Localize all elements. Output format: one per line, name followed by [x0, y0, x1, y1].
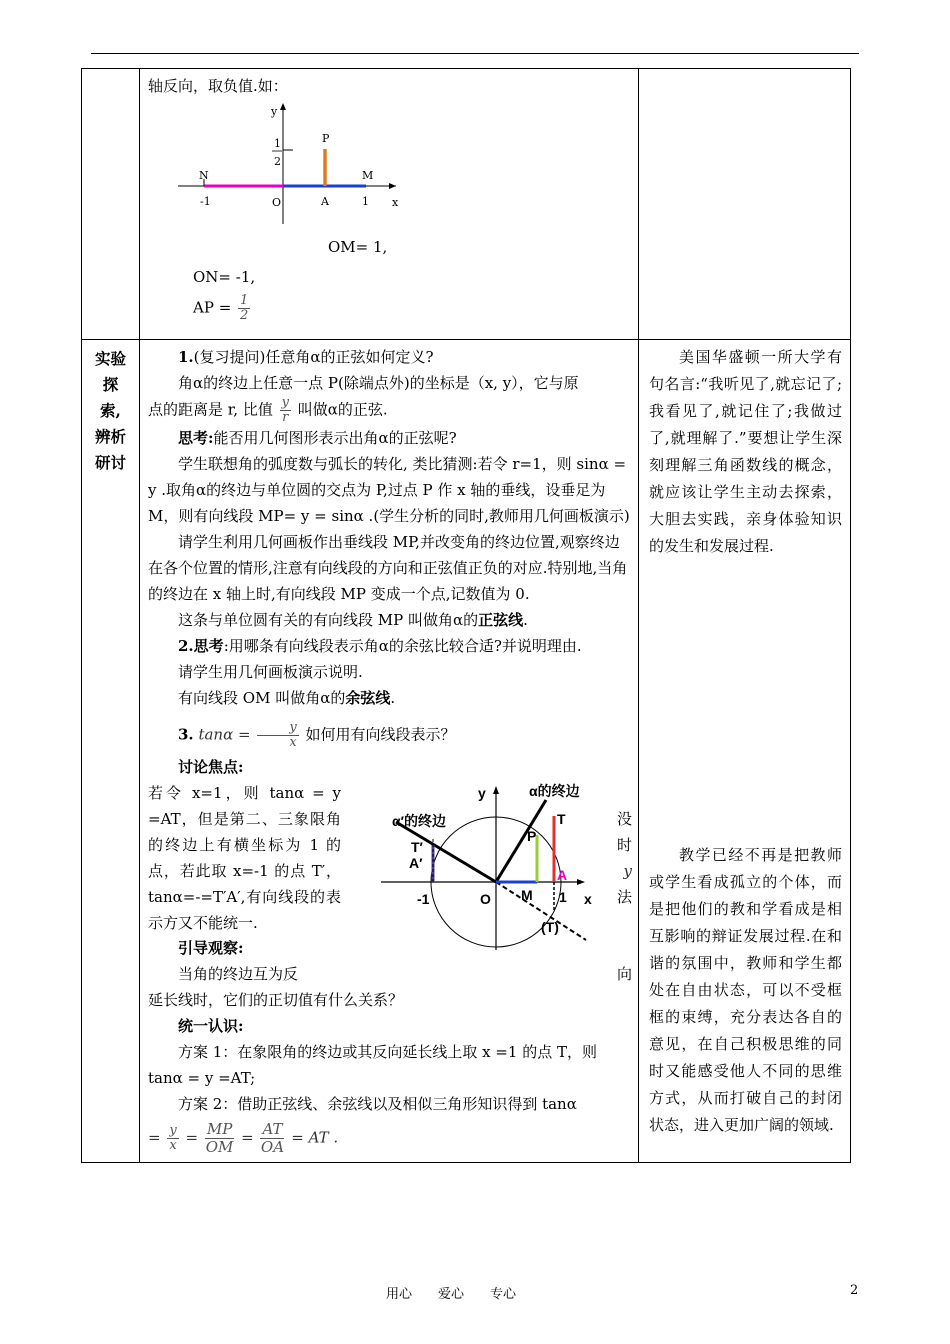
neg1-label: -1 [417, 891, 430, 907]
guide-block: 当角的终边互为反 向 [178, 965, 632, 983]
focus-text: 若令 x=1，则 tanα = y =AT，但是第二、三象限角的终边上有横坐标为 1 的点，若此取 x=-1 的点 T′，tanα=-=T′A′,有向线段的表示方又不能统一. [148, 784, 341, 932]
sine-line-def: 这条与单位圆有关的有向线段 MP 叫做角α的正弦线. [178, 611, 528, 629]
T-label: T [557, 811, 566, 827]
plan-2: 方案 2：借助正弦线、余弦线以及相似三角形知识得到 tanα [178, 1095, 577, 1113]
unify-label: 统一认识: [178, 1017, 244, 1035]
notes-cell [639, 340, 851, 1163]
guide-text: 延长线时，它们的正切值有什么关系？ [148, 991, 404, 1009]
half-num: 1 [274, 137, 281, 150]
A-label: A [321, 195, 329, 208]
P-label: P [322, 132, 330, 145]
question-2: 2.思考:用哪条有向线段表示角α的余弦比较合适?并说明理由. [178, 637, 582, 655]
plan-1: 方案 1：在象限角的终边或其反向延长线上取 x =1 的点 T，则 tanα = y =AT; [148, 1043, 597, 1087]
alpha-prime-terminal-label: α′的终边 [392, 813, 446, 829]
footer-motto: 用心 爱心 专心 [386, 1287, 517, 1302]
plan-2-formula: = $\frac{y}{x}$ = $\frac{MP}{OM}$ = $\frac{AT}{OA}$ = AT . [148, 1120, 339, 1156]
focus-block [148, 780, 632, 955]
P-label: P [527, 828, 537, 844]
Ap-label: A′ [409, 855, 423, 871]
neg1-label: -1 [200, 195, 211, 208]
T-paren-label: (T) [541, 919, 559, 935]
cosine-line-def: 有向线段 OM 叫做角α的余弦线. [178, 689, 396, 707]
y-label: y [271, 105, 278, 118]
on-value: ON= -1, [193, 268, 256, 286]
ask-paragraph: 请学生利用几何画板作出垂线段 MP,并改变角的终边位置,观察终边在各个位置的情形,注意有向线段的方向和正弦值正负的对应.特别地,当角的终边在 x 轴上时,有向线段 MP 变成一个点,记数值为 0. [148, 533, 628, 603]
content-cell: 轴反向，取负值.如： y 1 2 P N M -1 O A 1 x OM= 1, ON= -1, AP = $\frac{1}{2}$ [140, 69, 639, 340]
alpha-terminal-label: α的终边 [529, 783, 580, 799]
number-line-figure [178, 99, 438, 234]
M-label: M [521, 887, 533, 903]
O-label: O [272, 196, 282, 209]
table-row [82, 340, 851, 1163]
one-label: 1 [559, 889, 567, 905]
question-1: 1.(复习提问)任意角α的正弦如何定义? [178, 348, 434, 366]
q2-demo: 请学生用几何画板演示说明. [178, 663, 363, 681]
M-label: M [362, 169, 374, 182]
Tp-label: T′ [411, 839, 423, 855]
section-label: 实验 探 索, 辨析 研讨 [82, 340, 140, 1163]
sine-definition: 角α的终边上任意一点 P(除端点外)的坐标是（x, y），它与原 [178, 374, 579, 392]
header-rule [91, 53, 859, 54]
intro-text: 轴反向，取负值.如： [148, 77, 288, 95]
N-label: N [199, 169, 209, 182]
one-label: 1 [362, 195, 369, 208]
guess-paragraph: 学生联想角的弧度数与弧长的转化, 类比猜测:若令 r=1，则 sinα = y .取角α的终边与单位圆的交点为 P,过点 P 作 x 轴的垂线，设垂足为 M，则有向线段 MP= y = sinα .(学生分析的同时,教师用几何画板演示) [148, 455, 630, 525]
y-label: y [478, 785, 486, 801]
ap-value: AP = [193, 298, 232, 317]
tangent-line-figure [341, 780, 591, 955]
table-row [82, 69, 851, 340]
notes-cell [639, 69, 851, 340]
focus-side-text: 没 时 y 法 [616, 810, 632, 906]
x-label: x [392, 196, 399, 209]
content-cell [140, 340, 639, 1163]
question-3: 3. tanα = $\frac{y}{x}$ 如何用有向线段表示？ [178, 720, 456, 750]
om-value: OM= 1, [328, 238, 388, 256]
A-label: A [557, 867, 568, 883]
sine-definition-2: 点的距离是 r, 比值 $\frac{y}{r}$ 叫做α的正弦. [148, 395, 388, 425]
O-label: O [480, 891, 491, 907]
lesson-table [81, 68, 851, 1163]
page-number: 2 [850, 1283, 859, 1298]
guide-label: 引导观察: [178, 939, 244, 957]
focus-label: 讨论焦点: [178, 758, 244, 776]
think-1: 思考:能否用几何图形表示出角α的正弦呢? [178, 429, 457, 447]
note-bottom: 教学已经不再是把教师或学生看成孤立的个体，而是把他们的教和学看成是相互影响的辩证发展过程.在和谐的氛围中，教师和学生都处在自由状态，可以不受框框的束缚，充分表达各自的意见，在自己积极思维的同时又能感受他人不同的思维方式，从而打破自己的封闭状态，进入更加广阔的领域. [649, 846, 842, 1134]
half-den: 2 [274, 155, 281, 168]
note-top: 美国华盛顿一所大学有句名言:“我听见了,就忘记了;我看见了,就记住了;我做过了,就理解了.”要想让学生深刻理解三角函数线的概念，就应该让学生主动去探索，大胆去实践，亲身体验知识的发生和发展过程. [649, 348, 842, 555]
label-cell [82, 69, 140, 340]
x-label: x [584, 891, 592, 907]
